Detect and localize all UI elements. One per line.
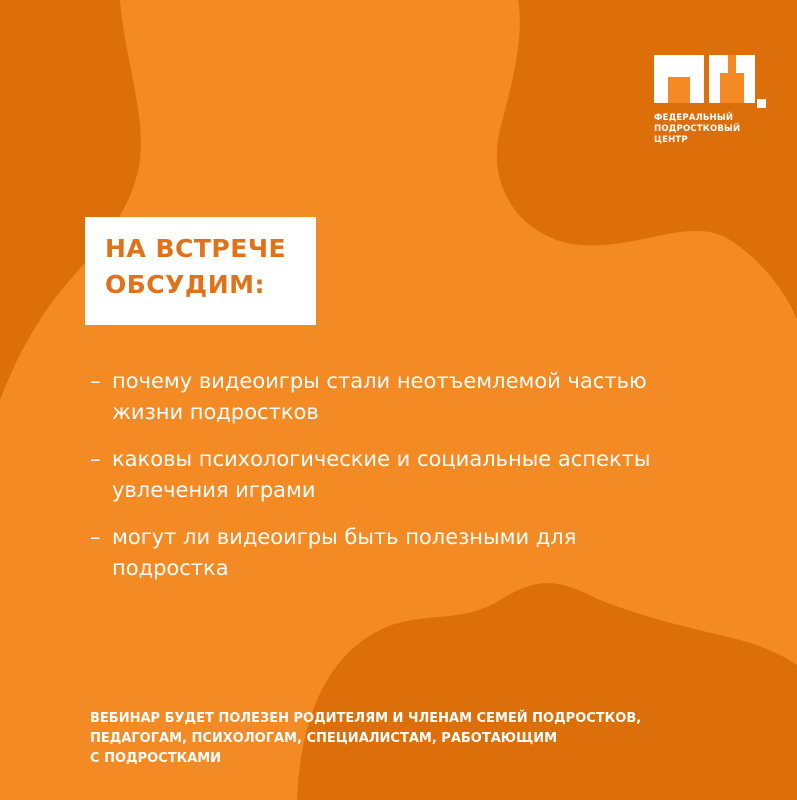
bullet-dash: – [90, 447, 101, 471]
left-blob [0, 0, 141, 400]
bullet-list [90, 366, 780, 600]
footer-line: ВЕБИНАР БУДЕТ ПОЛЕЗЕН РОДИТЕЛЯМ И ЧЛЕНАМ СЕМЕЙ ПОДРОСТКОВ, [90, 711, 642, 726]
bullet-item [90, 522, 780, 584]
bullet-line: увлечения играми [112, 478, 316, 502]
bullet-item [90, 444, 780, 506]
footer-line: С ПОДРОСТКАМИ [90, 751, 222, 766]
logo [654, 55, 769, 146]
bullet-line: каковы психологические и социальные аспекты [112, 447, 651, 471]
logo-line: ФЕДЕРАЛЬНЫЙ [654, 113, 734, 123]
bullet-dash: – [90, 369, 101, 393]
bullet-dash: – [90, 525, 101, 549]
logo-line: ЦЕНТР [654, 135, 688, 145]
heading-line: НА ВСТРЕЧЕ [105, 234, 287, 263]
bullet-line: подростка [112, 556, 229, 580]
bullet-item [90, 366, 780, 428]
top-right-blob [497, 0, 797, 320]
audience-footer [90, 709, 770, 769]
bullet-line: жизни подростков [112, 400, 319, 424]
heading-line: ОБСУДИМ: [105, 270, 265, 299]
logo-mark-icon [654, 55, 769, 110]
bullet-line: могут ли видеоигры быть полезными для [112, 525, 577, 549]
logo-text [654, 113, 769, 146]
bullet-line: почему видеоигры стали неотъемлемой частью [112, 369, 647, 393]
footer-line: ПЕДАГОГАМ, ПСИХОЛОГАМ, СПЕЦИАЛИСТАМ, РАБОТАЮЩИМ [90, 731, 558, 746]
heading-box [85, 217, 316, 325]
logo-line: ПОДРОСТКОВЫЙ [654, 124, 741, 134]
